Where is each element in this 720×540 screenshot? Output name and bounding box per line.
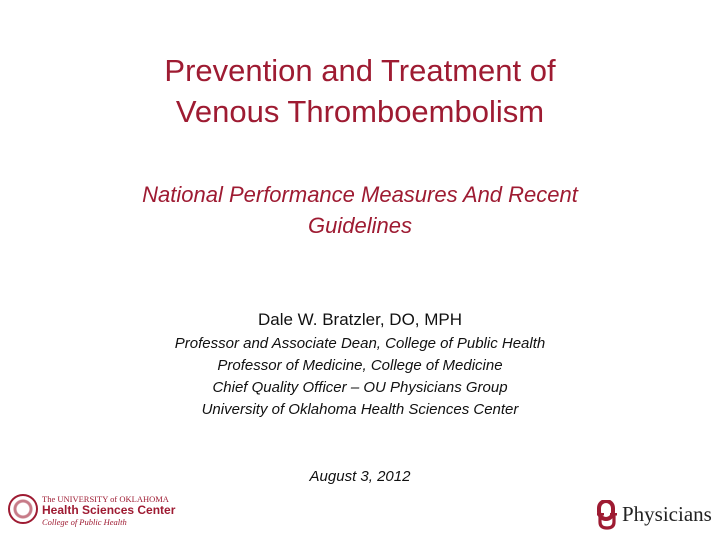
subtitle-line-1: National Performance Measures And Recent xyxy=(142,182,578,207)
physicians-label: Physicians xyxy=(622,502,712,526)
ouhsc-logo xyxy=(8,494,176,528)
affiliation-line: Professor and Associate Dean, College of Public Health xyxy=(174,335,546,352)
slide-title xyxy=(60,50,660,132)
logo-university-line: The UNIVERSITY of OKLAHOMA xyxy=(42,494,169,504)
slide-subtitle xyxy=(60,179,660,241)
author-name: Dale W. Bratzler, DO, MPH xyxy=(257,310,463,329)
ou-monogram-icon xyxy=(596,500,620,530)
title-line-2: Venous Thromboembolism xyxy=(175,94,545,129)
affiliation-line: Professor of Medicine, College of Medicine xyxy=(217,357,503,374)
logo-hsc-line: Health Sciences Center xyxy=(42,503,176,517)
author-affiliations xyxy=(60,333,660,421)
ouhsc-logo-text xyxy=(42,494,175,527)
ou-physicians-logo xyxy=(596,499,714,531)
affiliation-line: University of Oklahoma Health Sciences Center xyxy=(201,401,519,418)
presentation-date: August 3, 2012 xyxy=(309,468,411,485)
affiliation-line: Chief Quality Officer – OU Physicians Group xyxy=(212,379,508,396)
university-seal-icon xyxy=(8,494,38,524)
subtitle-line-2: Guidelines xyxy=(308,213,412,238)
logo-college-line: College of Public Health xyxy=(42,517,127,527)
title-line-1: Prevention and Treatment of xyxy=(164,53,556,88)
